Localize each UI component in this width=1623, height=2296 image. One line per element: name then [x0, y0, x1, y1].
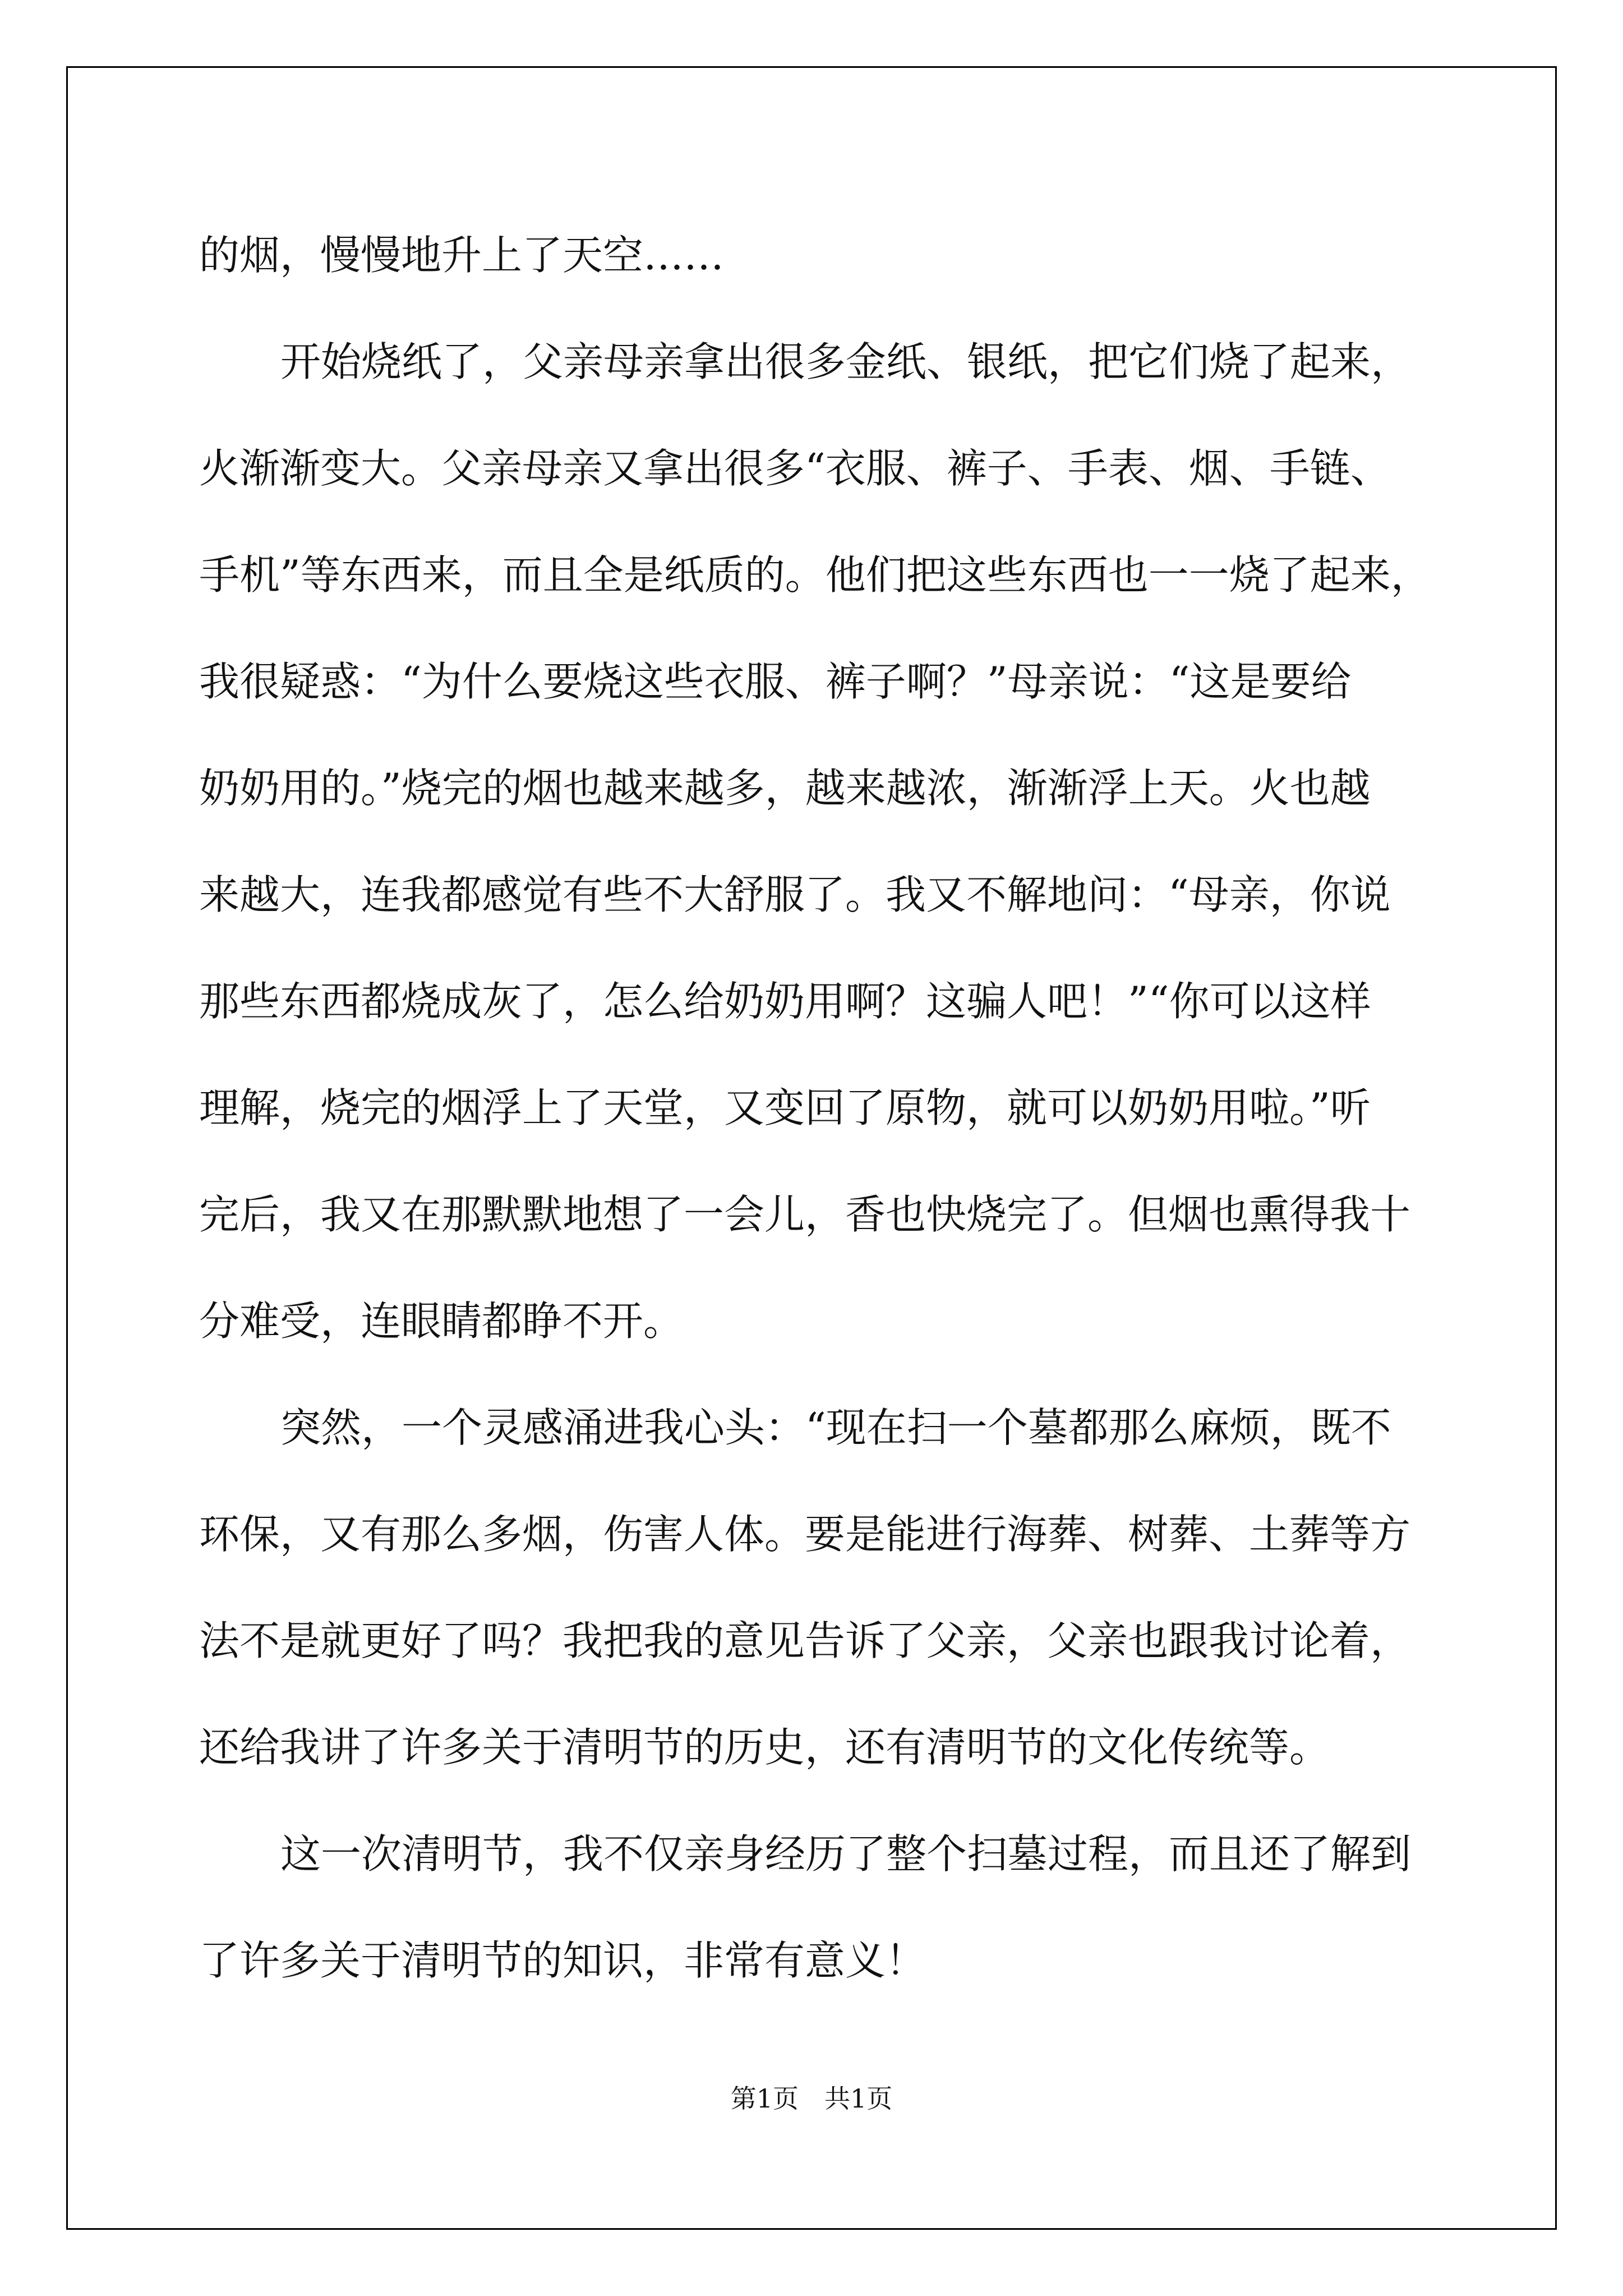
paragraph-start-line: 这一次清明节，我不仅亲身经历了整个扫墓过程，而且还了解到 — [280, 1830, 1412, 1878]
text-line: 环保，又有那么多烟，伤害人体。要是能进行海葬、树葬、土葬等方 — [199, 1511, 1411, 1558]
text-line: 的烟，慢慢地升上了天空…… — [199, 232, 725, 279]
paragraph-start-line: 突然，一个灵感涌进我心头：“现在扫一个墓都那么麻烦，既不 — [280, 1404, 1391, 1451]
document-body — [199, 202, 1455, 2014]
text-line: 手机”等东西来，而且全是纸质的。他们把这些东西也一一烧了起来， — [199, 551, 1431, 599]
text-line: 奶奶用的。”烧完的烟也越来越多，越来越浓，渐渐浮上天。火也越 — [199, 765, 1371, 812]
text-line: 分难受，连眼睛都睁不开。 — [199, 1297, 684, 1345]
text-line: 那些东西都烧成灰了，怎么给奶奶用啊？这骗人吧！”“你可以这样 — [199, 978, 1371, 1025]
paragraph-start-line: 开始烧纸了，父亲母亲拿出很多金纸、银纸，把它们烧了起来， — [280, 338, 1412, 385]
page-number-footer: 第1页 共1页 — [730, 2083, 893, 2114]
text-line: 我很疑惑：“为什么要烧这些衣服、裤子啊？”母亲说：“这是要给 — [199, 658, 1352, 705]
text-line: 了许多关于清明节的知识，非常有意义！ — [199, 1937, 926, 1984]
text-line: 还给我讲了许多关于清明节的历史，还有清明节的文化传统等。 — [199, 1724, 1330, 1771]
text-line: 理解，烧完的烟浮上了天堂，又变回了原物，就可以奶奶用啦。”听 — [199, 1084, 1371, 1131]
text-line: 完后，我又在那默默地想了一会儿，香也快烧完了。但烟也熏得我十 — [199, 1191, 1411, 1238]
text-line: 来越大，连我都感觉有些不大舒服了。我又不解地问：“母亲，你说 — [199, 871, 1391, 918]
text-line: 法不是就更好了吗？我把我的意见告诉了父亲，父亲也跟我讨论着， — [199, 1617, 1411, 1664]
text-line: 火渐渐变大。父亲母亲又拿出很多“衣服、裤子、手表、烟、手链、 — [199, 445, 1391, 492]
